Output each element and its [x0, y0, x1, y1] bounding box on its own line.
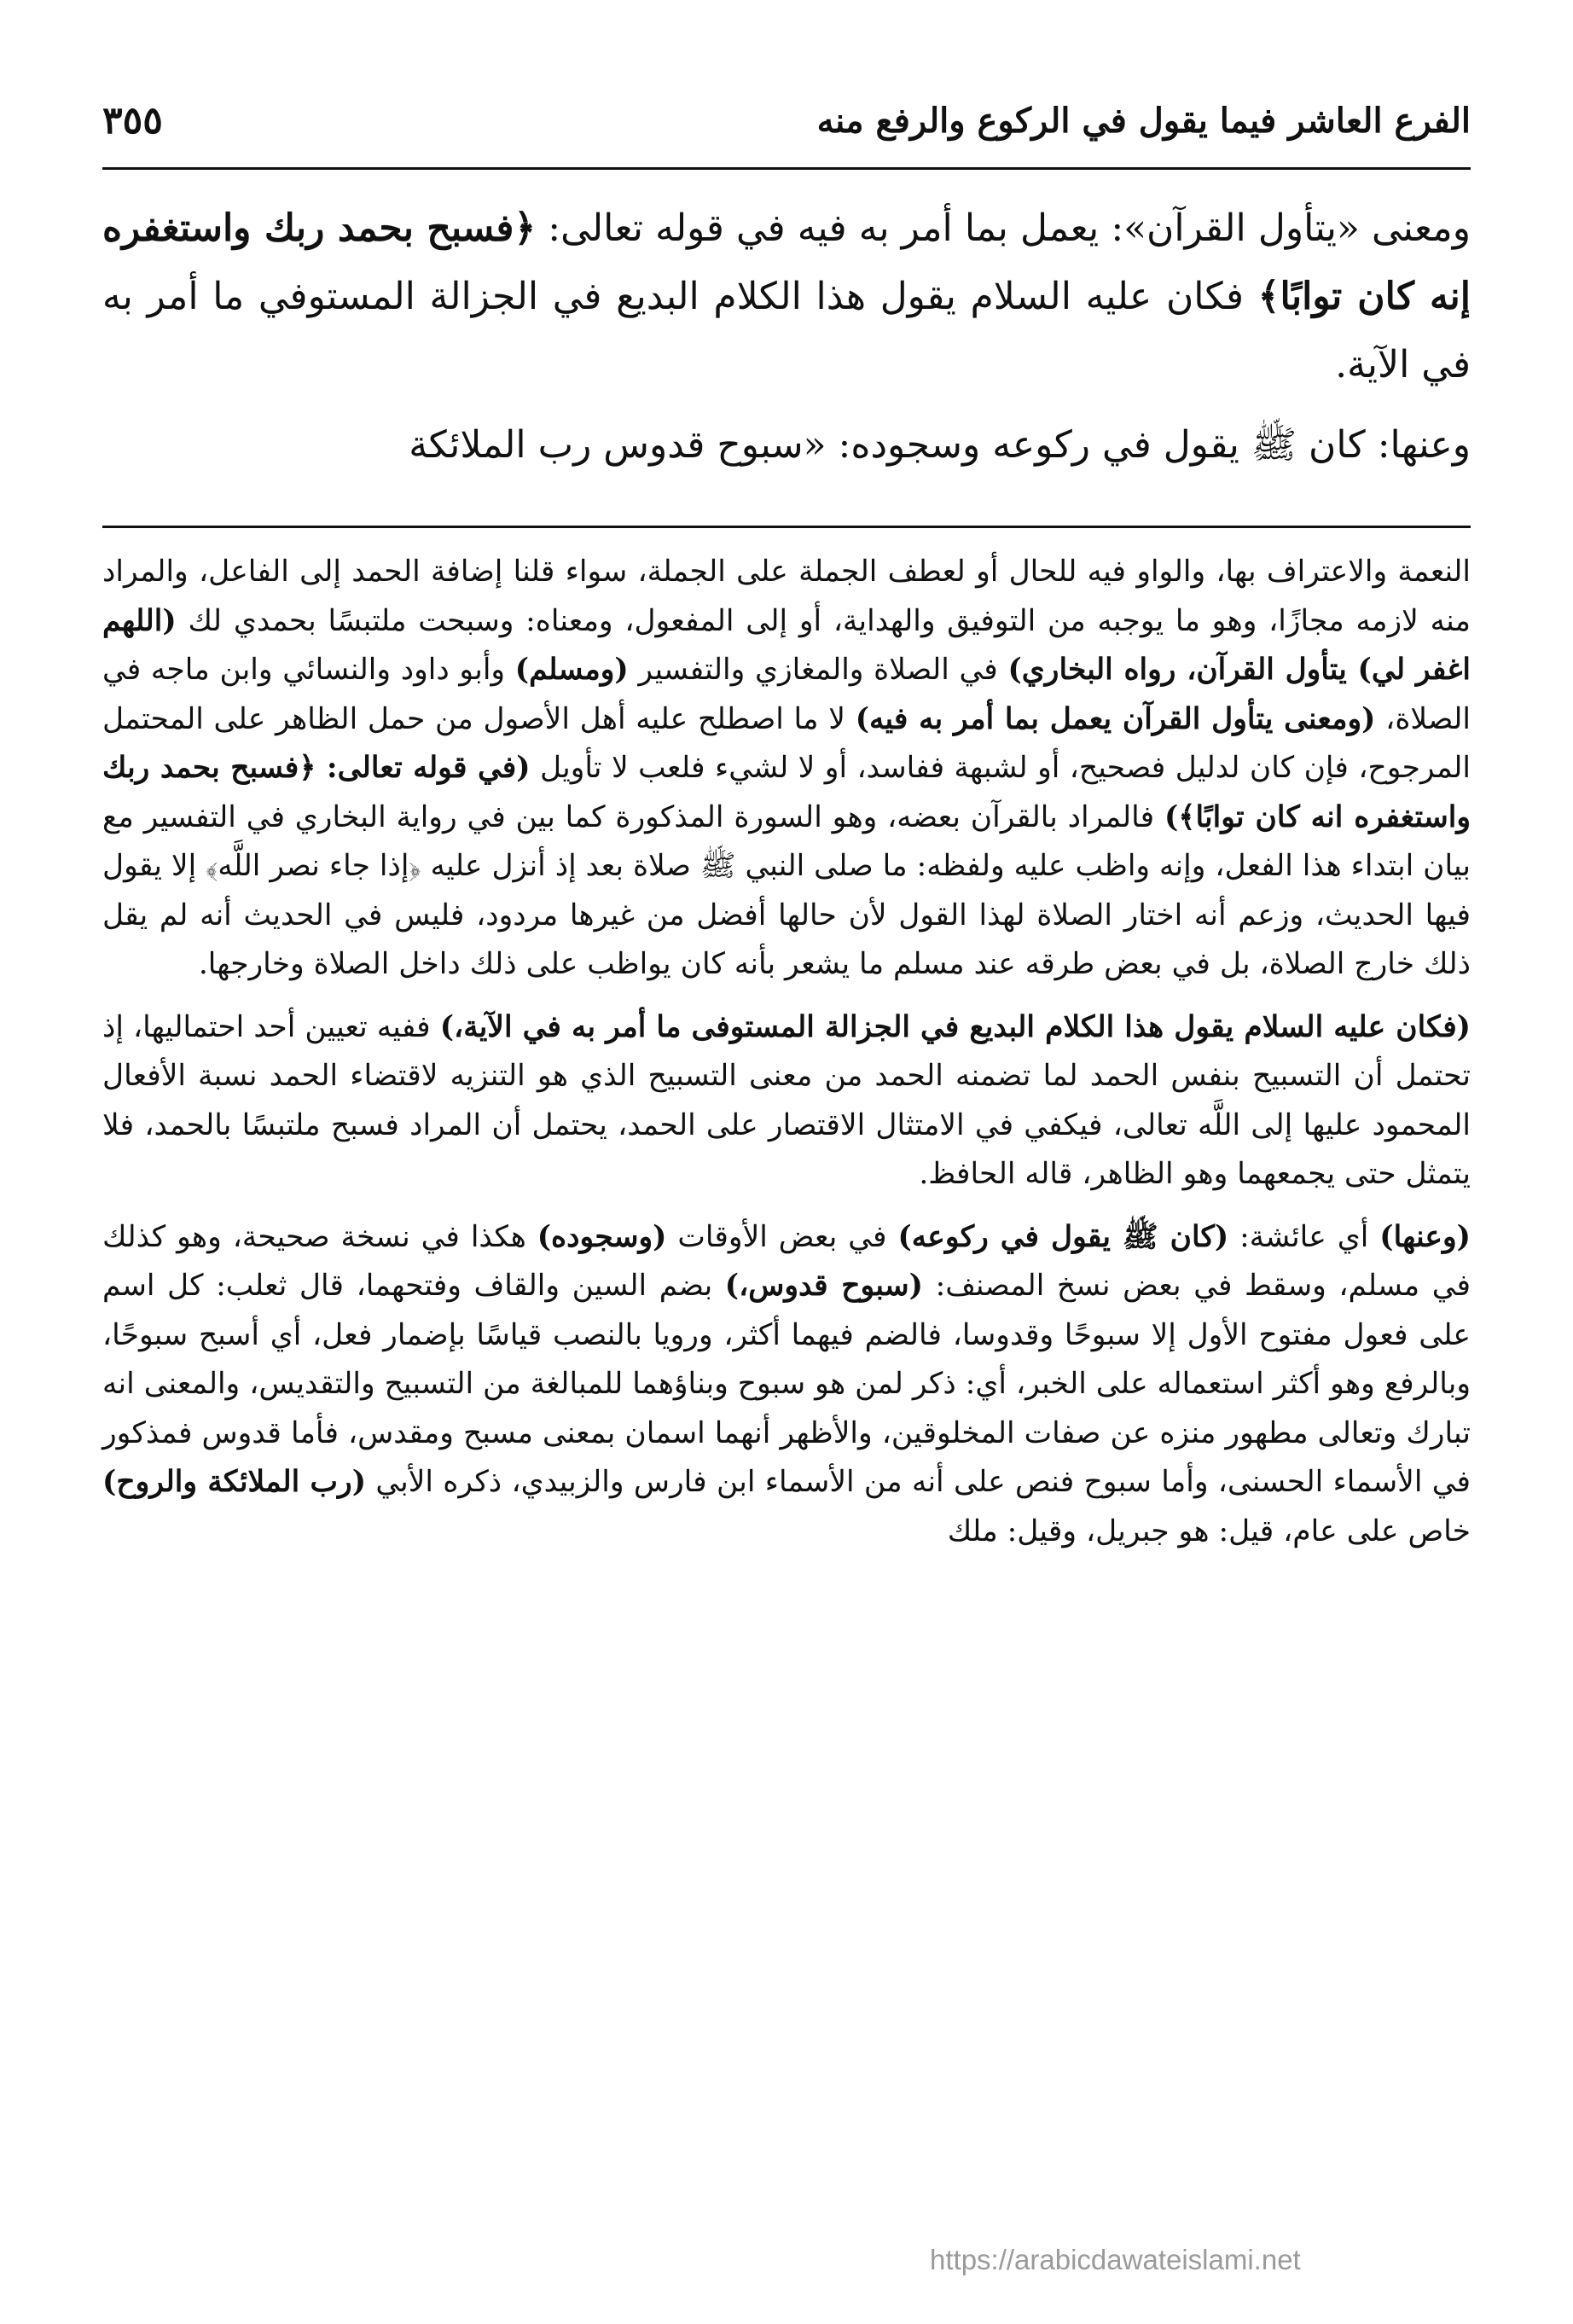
main-text-run: ومعنى «يتأول القرآن»: يعمل بما أمر به فيه في قوله تعالى:: [536, 206, 1471, 250]
commentary-run: في بعض الأوقات: [666, 1219, 898, 1254]
header-rule: [102, 167, 1471, 170]
commentary-paragraph: [102, 1003, 1471, 1200]
commentary-run: هكذا في نسخة صحيحة، وهو كذلك في مسلم، وسقط في بعض نسخ المصنف:: [102, 1219, 1471, 1303]
main-paragraph: [102, 411, 1471, 479]
commentary-run: النعمة والاعتراف بها، والواو فيه للحال أو لعطف الجملة على الجملة، سواء قلنا إضافة الحمد إلى الفاعل، والمراد منه لازمه مجازًا، وهو ما يوجبه من التوفيق والهداية، أو إلى المفعول، ومعناه: وسبحت ملتبسًا بحمدي لك: [102, 555, 1471, 638]
footnote-divider: [102, 526, 1471, 528]
commentary-run: بضم السين والقاف وفتحهما، قال ثعلب: كل اسم على فعول مفتوح الأول إلا سبوحًا وقدوسا، فالضم فيهما أكثر، ورويا بالنصب قياسًا بإضمار فعل، أي أسبح سبوحًا، وبالرفع وهو أكثر استعماله على الخبر، أي: ذكر لمن هو سبوح وبناؤهما للمبالغة من التسبيح والتقديس، والمعنى انه تبارك وتعالى مطهور منزه عن صفات المخلوقين، والأظهر أنهما اسمان بمعنى مسبح ومقدس، فأما قدوس فمذكور في الأسماء الحسنى، وأما سبوح فنص على أنه من الأسماء ابن فارس والزبيدي، ذكره الأبي: [102, 1269, 1471, 1499]
main-text-run: وعنها: كان ﷺ يقول في ركوعه وسجوده: «سبوح قدوس رب الملائكة: [409, 423, 1471, 467]
commentary: [102, 548, 1471, 1556]
commentary-run: لا ما اصطلح عليه أهل الأصول من حمل الظاهر على المحتمل المرجوح، فإن كان لدليل فصحيح، أو لشبهة ففاسد، أو لا لشيء فلعب لا تأويل: [102, 701, 1471, 785]
running-title: الفرع العاشر فيما يقول في الركوع والرفع منه: [816, 101, 1471, 141]
commentary-run: وأبو داود والنسائي وابن ماجه في الصلاة،: [102, 653, 1471, 736]
commentary-paragraph: [102, 548, 1471, 990]
commentary-lemma: (وسجوده): [537, 1219, 667, 1254]
commentary-lemma: (ومعنى يتأول القرآن يعمل بما أمر به فيه): [855, 701, 1376, 736]
page-header: [102, 96, 1471, 155]
commentary-lemma: (ومسلم): [514, 653, 629, 687]
commentary-lemma: (كان ﷺ يقول في ركوعه): [897, 1219, 1229, 1254]
commentary-run: في الصلاة والمغازي والتفسير: [628, 653, 1008, 687]
commentary-lemma: (وعنها): [1379, 1219, 1471, 1254]
commentary-run: أي عائشة:: [1228, 1219, 1380, 1254]
commentary-lemma: (اللهم اغفر لي) يتأول القرآن، رواه البخاري): [102, 603, 1471, 687]
commentary-lemma: (في قوله تعالى: ﴿فسبح بحمد ربك واستغفره انه كان توابًا﴾): [102, 751, 1471, 834]
page-number: ٣٥٥: [102, 99, 163, 142]
commentary-lemma: (رب الملائكة والروح): [102, 1465, 367, 1499]
quran-verse: ﴿فسبح بحمد ربك واستغفره إنه كان توابًا﴾: [102, 206, 1471, 318]
main-text-run: فكان عليه السلام يقول هذا الكلام البديع في الجزالة المستوفي ما أمر به في الآية.: [102, 275, 1471, 386]
main-text: [102, 195, 1471, 491]
commentary-lemma: (سبوح قدوس،): [724, 1269, 923, 1303]
commentary-lemma: (فكان عليه السلام يقول هذا الكلام البديع في الجزالة المستوفى ما أمر به في الآية،): [439, 1009, 1471, 1044]
watermark-url: https://arabicdawateislami.net: [930, 2244, 1301, 2275]
commentary-paragraph: [102, 1213, 1471, 1557]
commentary-run: فالمراد بالقرآن بعضه، وهو السورة المذكورة كما بين في رواية البخاري في التفسير مع بيان ابتداء هذا الفعل، وإنه واظب عليه ولفظه: ما صلى النبي ﷺ صلاة بعد إذ أنزل عليه ﴿إذا جاء نصر اللَّه﴾ إلا يقول فيها الحديث، وزعم أنه اختار الصلاة لهذا القول لأن حالها أفضل من غيرها مردود، فليس في الحديث أنه لم يقل ذلك خارج الصلاة، بل في بعض طرقه عند مسلم ما يشعر بأنه كان يواظب على ذلك داخل الصلاة وخارجها.: [102, 799, 1471, 981]
commentary-run: خاص على عام، قيل: هو جبريل، وقيل: ملك: [947, 1514, 1471, 1548]
commentary-run: ففيه تعيين أحد احتماليها، إذ تحتمل أن التسبيح بنفس الحمد لما تضمنه الحمد من معنى التسبيح الذي هو التنزيه لاقتضاء الحمد نسبة الأفعال المحمود عليها إلى اللَّه تعالى، فيكفي في الامتثال الاقتصار على الحمد، يحتمل أن المراد فسبح ملتبسًا بالحمد، فلا يتمثل حتى يجمعهما وهو الظاهر، قاله الحافظ.: [102, 1009, 1471, 1191]
main-paragraph: [102, 195, 1471, 399]
